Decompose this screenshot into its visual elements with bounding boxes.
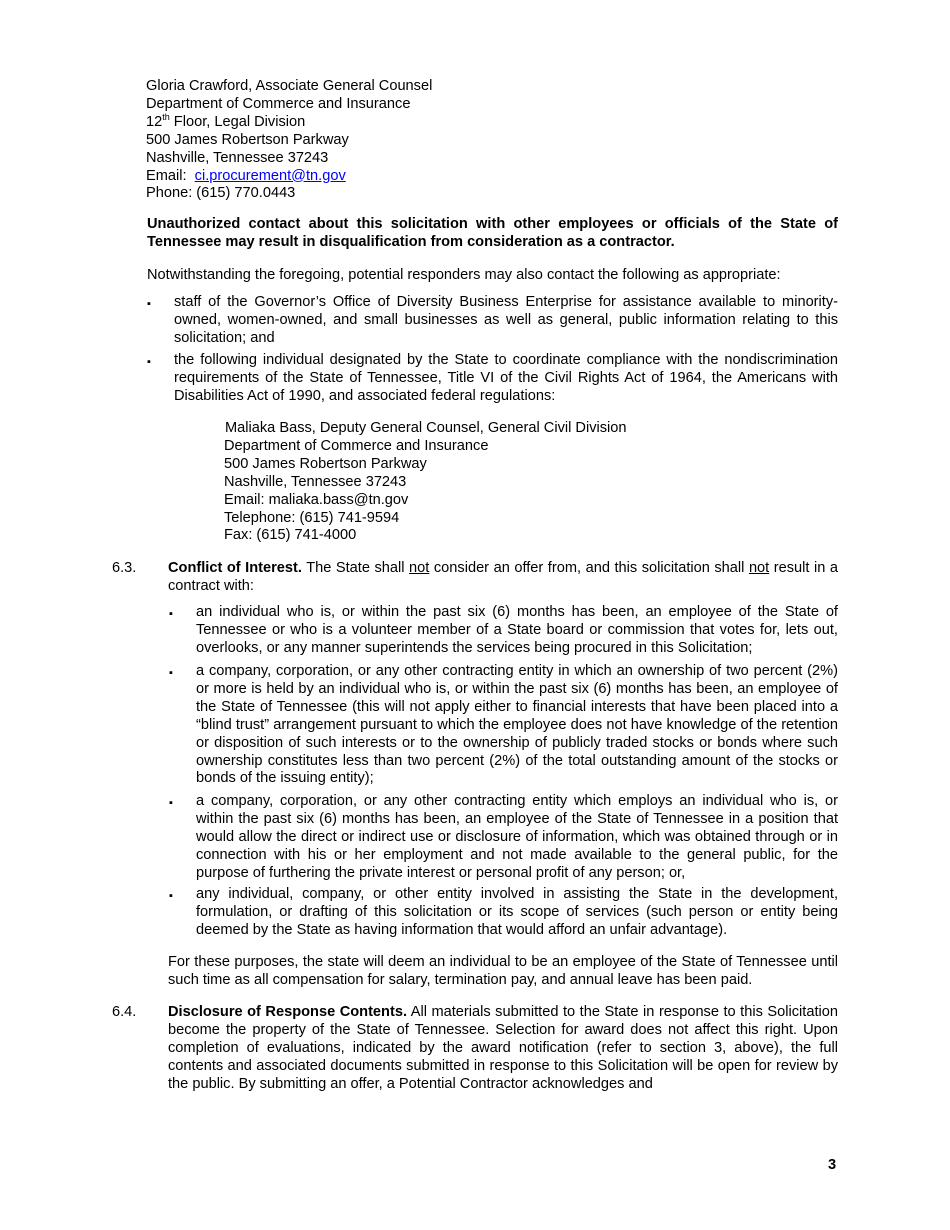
conflict-bullet-drafting: any individual, company, or other entity involved in assisting the State in the development, formulation, or drafting of this solicitation or its scope of services (such person or entity being deemed by the State as having information that would afford an unfair advantage). xyxy=(196,886,838,938)
intro-text: result in a contract with: xyxy=(168,560,838,594)
conflict-bullet-information: a company, corporation, or any other contracting entity which employs an individual who is, or within the past six (6) months has been, an employee of the State of Tennessee in a position that would allow the direct or indirect use or disclosure of information, which was obtained through or in connection with his or her employment and not made available to the general public, for the purpose of furthering the private interest or personal profit of any person; or, xyxy=(196,793,838,881)
section-6-3-intro xyxy=(168,560,838,596)
section-6-3-heading: Conflict of Interest. xyxy=(168,560,302,576)
emphasis-not: not xyxy=(748,560,770,576)
contact-name: Gloria Crawford, Associate General Counsel xyxy=(146,78,433,94)
bullet-marker: ▪ xyxy=(169,890,173,902)
email-label: Email: xyxy=(146,167,187,184)
page-number: 3 xyxy=(828,1157,837,1173)
bullet-marker: ▪ xyxy=(169,797,173,809)
floor-number: 12 xyxy=(146,113,163,130)
bullet-marker: ▪ xyxy=(147,356,151,368)
contact-phone: Phone: (615) 770.0443 xyxy=(146,185,296,202)
section-6-4-number: 6.4. xyxy=(112,1004,137,1020)
compliance-department: Department of Commerce and Insurance xyxy=(224,437,489,454)
conflict-bullet-ownership: a company, corporation, or any other contracting entity in which an ownership of two percent (2%) or more is held by an individual who is, or within the past six (6) months has been, an employee of the State of Tennessee (this will not apply either to financial interests that have been placed into a “blind trust” arrangement pursuant to which the employee does not have knowledge of the retention or disposition of such interests or to the ownership of publicly traded stocks or bonds where such ownership constitutes less than two percent (2%) of the total outstanding amount of the stocks or bonds of the issuing entity); xyxy=(196,663,838,787)
section-6-3-closing: For these purposes, the state will deem an individual to be an employee of the State of Tennessee until such time as all compensation for salary, termination pay, and annual leave has been paid. xyxy=(168,954,838,988)
section-6-4-body xyxy=(168,1004,838,1094)
emphasis-not: not xyxy=(409,560,430,576)
floor-suffix: th xyxy=(162,111,170,122)
contact-block xyxy=(146,78,432,203)
compliance-name: Maliaka Bass, Deputy General Counsel, General Civil Division xyxy=(225,420,627,436)
contact-department: Department of Commerce and Insurance xyxy=(146,95,411,112)
contact-bullet-diversity: staff of the Governor’s Office of Diversity Business Enterprise for assistance available to minority-owned, women-owned, and small businesses as well as general, public information relating to this solicitation; and xyxy=(174,294,838,346)
compliance-fax: Fax: (615) 741-4000 xyxy=(224,527,357,544)
compliance-email: Email: maliaka.bass@tn.gov xyxy=(224,491,409,508)
contact-street: 500 James Robertson Parkway xyxy=(146,131,349,148)
contact-floor xyxy=(146,111,432,132)
bullet-marker: ▪ xyxy=(169,667,173,679)
floor-rest: Floor, Legal Division xyxy=(169,113,306,130)
compliance-city: Nashville, Tennessee 37243 xyxy=(224,473,407,490)
section-6-4-text: All materials submitted to the State in response to this Solicitation become the property of the State of Tennessee. Selection for award does not affect this right. Upon completion of evaluations, indicated by the award notification (refer to section 3, above), the full contents and associated documents submitted in response to this Solicitation will be open for review by the public. By submitting an offer, a Potential Contractor acknowledges and xyxy=(168,1004,838,1092)
section-6-4-heading: Disclosure of Response Contents. xyxy=(168,1004,407,1020)
procurement-email-link[interactable]: ci.procurement@tn.gov xyxy=(194,167,346,184)
contact-bullet-compliance: the following individual designated by the State to coordinate compliance with the nondiscrimination requirements of the State of Tennessee, Title VI of the Civil Rights Act of 1964, the Americans with Disabilities Act of 1990, and associated federal regulations: xyxy=(174,352,838,404)
section-6-3-number: 6.3. xyxy=(112,560,137,576)
contact-email-line xyxy=(146,168,432,186)
compliance-telephone: Telephone: (615) 741-9594 xyxy=(224,509,400,526)
contact-city: Nashville, Tennessee 37243 xyxy=(146,149,329,166)
bullet-marker: ▪ xyxy=(147,298,151,310)
unauthorized-contact-warning: Unauthorized contact about this solicitation with other employees or officials of the State of Tennessee may result in disqualification from consideration as a contractor. xyxy=(147,216,838,250)
conflict-bullet-employee: an individual who is, or within the past six (6) months has been, an employee of the State of Tennessee or who is a volunteer member of a State board or commission that votes for, lets out, overlooks, or any manner superintends the services being procured in this Solicitation; xyxy=(196,604,838,656)
intro-text: The State shall xyxy=(301,560,410,576)
bullet-marker: ▪ xyxy=(169,608,173,620)
compliance-street: 500 James Robertson Parkway xyxy=(224,455,427,472)
notwithstanding-paragraph: Notwithstanding the foregoing, potential responders may also contact the following as appropriate: xyxy=(147,267,781,283)
compliance-contact-block xyxy=(224,420,627,545)
intro-text: consider an offer from, and this solicitation shall xyxy=(429,560,749,576)
